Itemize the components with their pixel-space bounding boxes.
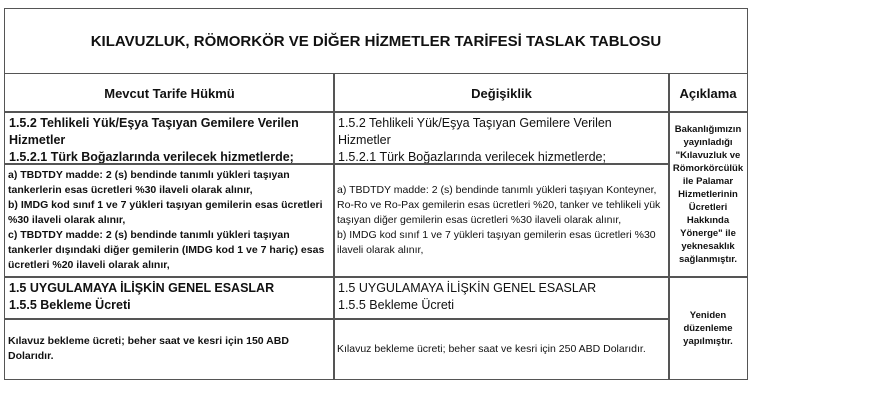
header-change: Değişiklik xyxy=(333,73,670,113)
row1-note: Bakanlığımızın yayınladığı "Kılavuzluk ve Römorkörcülük ile Palamar Hizmetlerinin Ücretleri Hakkında Yönerge" ile yeknesaklık sağlanmıştır. xyxy=(668,111,748,278)
row1-change-heading xyxy=(333,111,670,165)
heading-line: 1.5.2 Tehlikeli Yük/Eşya Taşıyan Gemilere Verilen Hizmetler xyxy=(9,116,299,147)
header-note: Açıklama xyxy=(668,73,748,113)
heading-line: 1.5.2.1 Türk Boğazlarında verilecek hizmetlerde; xyxy=(338,150,606,164)
clause: a) TBDTDY madde: 2 (s) bendinde tanımlı yükleri taşıyan Konteyner, Ro-Ro ve Ro-Pax gemilerin esas ücretleri %20, tanker ve tehlikeli yük taşıyan diğer gemilerin esas ücretleri %30 ilaveli olarak alınır, xyxy=(337,184,661,226)
row2-note: Yeniden düzenleme yapılmıştır. xyxy=(668,276,748,380)
heading-line: 1.5 UYGULAMAYA İLİŞKİN GENEL ESASLAR xyxy=(9,281,275,295)
clause: Kılavuz bekleme ücreti; beher saat ve kesri için 250 ABD Dolarıdır. xyxy=(337,342,646,355)
document-title: KILAVUZLUK, RÖMORKÖR VE DİĞER HİZMETLER TARİFESİ TASLAK TABLOSU xyxy=(4,8,748,74)
row2-current-body xyxy=(4,318,335,380)
row1-change-body xyxy=(333,163,670,278)
clause: Kılavuz bekleme ücreti; beher saat ve kesri için 150 ABD Dolarıdır. xyxy=(8,335,289,362)
row1-current-body xyxy=(4,163,335,278)
row1-current-heading xyxy=(4,111,335,165)
clause: a) TBDTDY madde: 2 (s) bendinde tanımlı yükleri taşıyan tankerlerin esas ücretleri %30 ilaveli olarak alınır, xyxy=(8,169,290,196)
row2-change-heading xyxy=(333,276,670,320)
row2-change-body xyxy=(333,318,670,380)
clause: b) IMDG kod sınıf 1 ve 7 yükleri taşıyan gemilerin esas ücretleri %30 ilaveli olarak alınır, xyxy=(337,229,656,256)
heading-line: 1.5.5 Bekleme Ücreti xyxy=(338,298,455,312)
heading-line: 1.5.2 Tehlikeli Yük/Eşya Taşıyan Gemilere Verilen Hizmetler xyxy=(338,116,612,147)
header-current: Mevcut Tarife Hükmü xyxy=(4,73,335,113)
heading-line: 1.5.5 Bekleme Ücreti xyxy=(9,298,131,312)
clause: b) IMDG kod sınıf 1 ve 7 yükleri taşıyan gemilerin esas ücretleri %30 ilaveli olarak alınır, xyxy=(8,199,323,226)
row2-current-heading xyxy=(4,276,335,320)
heading-line: 1.5.2.1 Türk Boğazlarında verilecek hizmetlerde; xyxy=(9,150,294,164)
heading-line: 1.5 UYGULAMAYA İLİŞKİN GENEL ESASLAR xyxy=(338,281,597,295)
clause: c) TBDTDY madde: 2 (s) bendinde tanımlı yükleri taşıyan tankerler dışındaki diğer gemilerin (IMDG kod 1 ve 7 hariç) esas ücretleri %20 ilaveli olarak alınır, xyxy=(8,229,325,271)
